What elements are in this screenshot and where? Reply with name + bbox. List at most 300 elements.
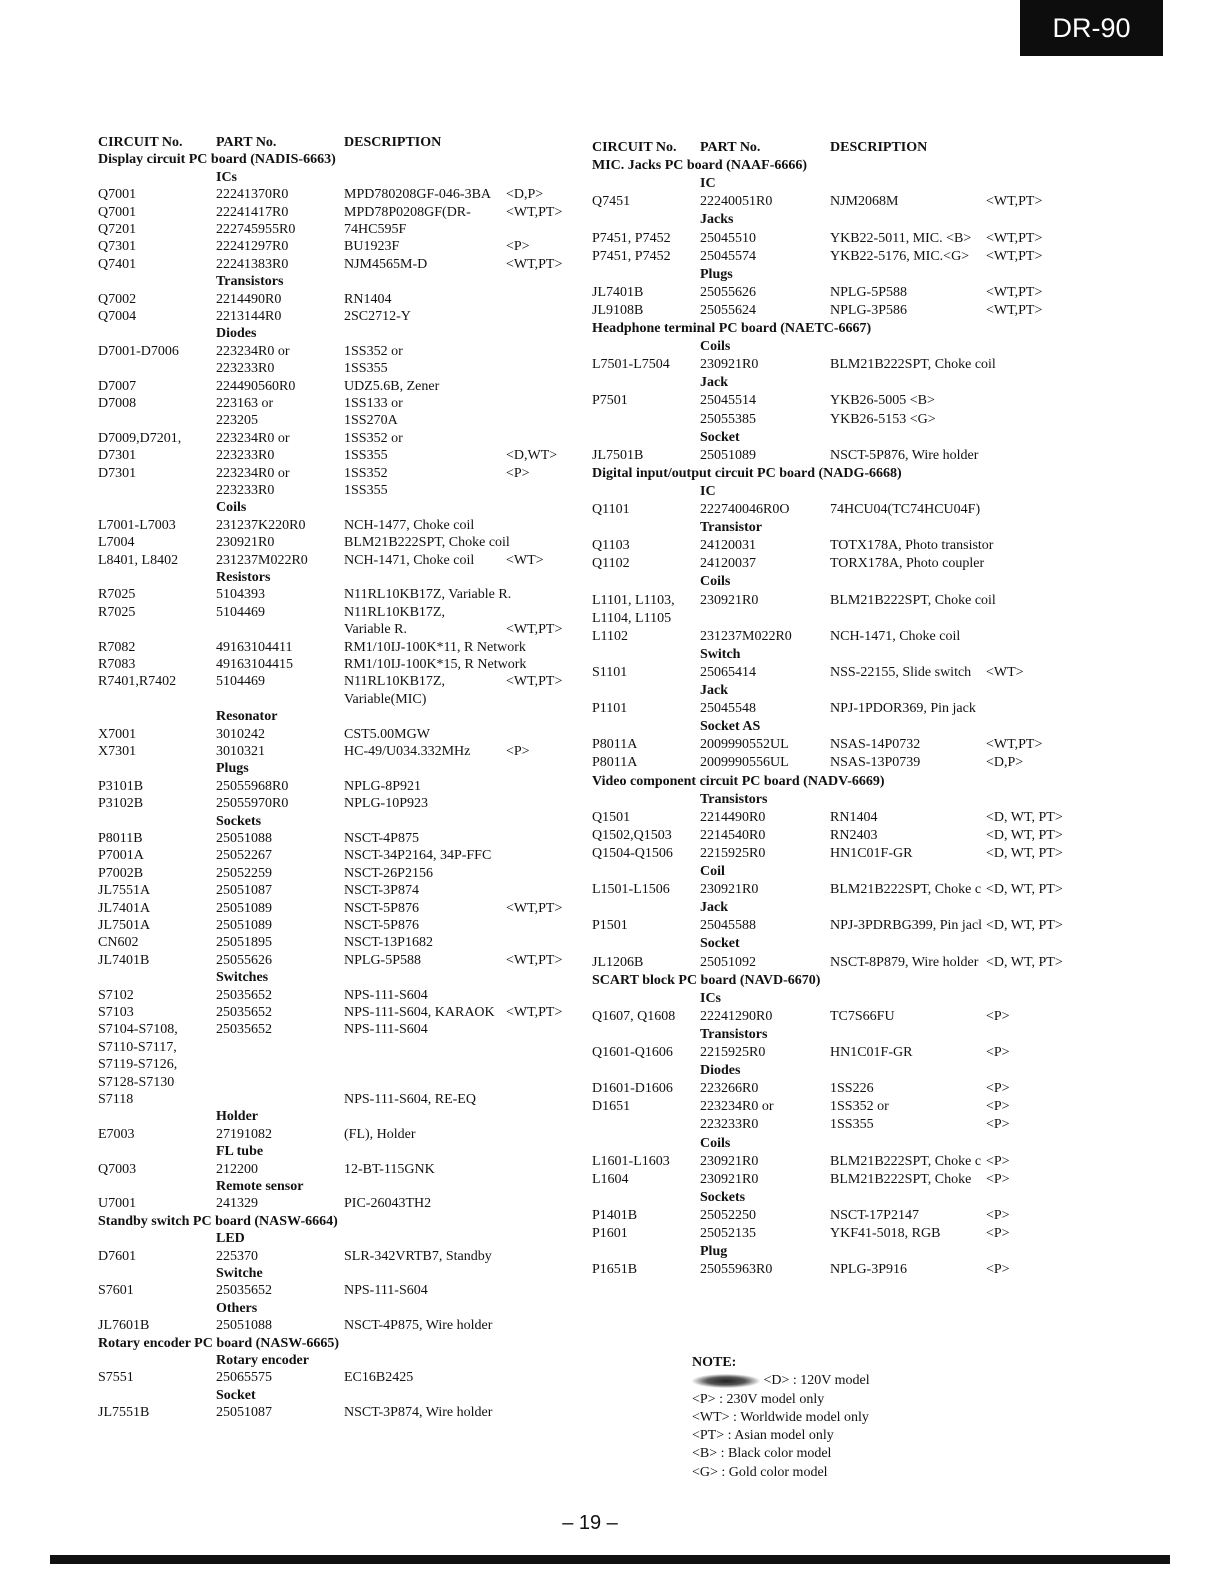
description: NPLG-10P923: [344, 796, 429, 812]
model-badge: DR-90: [1020, 0, 1163, 56]
note-line: <D> : 120V model: [692, 1372, 870, 1390]
circuit-no: S7110-S7117,: [98, 1039, 177, 1055]
description: BLM21B222SPT, Choke c: [830, 1153, 982, 1169]
group-title: Plug: [700, 1244, 728, 1260]
description: YKB22-5176, MIC.<G>: [830, 248, 970, 264]
circuit-no-header: CIRCUIT No.: [98, 135, 183, 150]
part-no: 223234R0 or: [216, 343, 290, 359]
part-no: 25051089: [700, 447, 756, 463]
circuit-no: U7001: [98, 1196, 137, 1212]
part-no: 230921R0: [700, 592, 759, 608]
part-no: 230921R0: [700, 1171, 759, 1187]
part-no: 230921R0: [700, 357, 759, 373]
description: PIC-26043TH2: [344, 1196, 432, 1212]
left-parts-column: [90, 134, 580, 1484]
part-no: 231237M022R0: [700, 628, 792, 644]
part-no: 2213144R0: [216, 309, 282, 324]
group-title: Socket: [700, 429, 740, 445]
description: NSCT-34P2164, 34P-FFC: [344, 848, 492, 864]
description: YKB22-5011, MIC. <B>: [830, 230, 972, 246]
circuit-no: Q7401: [98, 256, 137, 272]
part-no: 5104393: [216, 587, 265, 603]
part-no: 223205: [216, 413, 258, 429]
description: NCH-1477, Choke coil: [344, 517, 475, 533]
part-no: 24120031: [700, 538, 756, 554]
description: NCH-1471, Choke coil: [830, 628, 961, 644]
circuit-no: L1501-L1506: [592, 882, 670, 898]
circuit-no: P3102B: [98, 796, 144, 812]
circuit-no: CN602: [98, 935, 139, 951]
part-no: 25055626: [700, 284, 756, 300]
circuit-no: Q1101: [592, 502, 630, 517]
description: 74HC595F: [344, 222, 407, 237]
group-title: Switch: [700, 646, 741, 662]
model-code: <WT,PT>: [986, 737, 1043, 753]
description: 1SS352: [344, 465, 388, 481]
circuit-no: S7104-S7108,: [98, 1022, 178, 1038]
part-no-header: PART No.: [216, 135, 277, 150]
part-no: 225370: [216, 1248, 258, 1264]
circuit-no: L1102: [592, 628, 629, 644]
circuit-no: JL7401B: [98, 952, 150, 968]
circuit-no: Q1504-Q1506: [592, 845, 673, 861]
description: EC16B2425: [344, 1370, 414, 1386]
description: UDZ5.6B, Zener: [344, 378, 440, 394]
circuit-no: JL9108B: [592, 302, 644, 318]
description: 1SS355: [344, 448, 388, 464]
group-title: Transistor: [700, 520, 762, 536]
group-title: Socket: [700, 936, 740, 952]
circuit-no: Q7451: [592, 194, 631, 210]
model-code: <WT,PT>: [506, 256, 563, 272]
model-code: <WT,PT>: [506, 1005, 563, 1020]
circuit-no: P1651B: [592, 1262, 638, 1278]
note-line: <B> : Black color model: [692, 1446, 832, 1462]
description: NPS-111-S604, KARAOK: [344, 1005, 495, 1020]
circuit-no: D1601-D1606: [592, 1081, 673, 1097]
model-code: <WT,PT>: [986, 194, 1043, 210]
description: YKB26-5005 <B>: [830, 393, 935, 409]
part-no: 223234R0 or: [216, 430, 290, 446]
section-title: SCART block PC board (NAVD-6670): [592, 972, 821, 988]
group-title: Coils: [700, 574, 731, 590]
part-no: 25065414: [700, 664, 756, 680]
description: 2SC2712-Y: [344, 309, 411, 324]
part-no: 22241383R0: [216, 256, 289, 272]
group-title: Switches: [216, 970, 269, 986]
description: RN1404: [344, 291, 392, 307]
group-title: Others: [216, 1300, 258, 1316]
group-title: Transistors: [700, 791, 768, 807]
part-no: 25052267: [216, 848, 272, 864]
circuit-no: JL7551A: [98, 883, 151, 899]
part-no: 25051087: [216, 883, 272, 899]
part-no: 2215925R0: [700, 1045, 766, 1060]
circuit-no: L1104, L1105: [592, 610, 672, 626]
part-no: 25051895: [216, 935, 272, 951]
ink-smudge: [692, 1374, 760, 1388]
description: 1SS355: [830, 1117, 874, 1133]
circuit-no: P7001A: [98, 848, 144, 864]
description: 1SS355: [344, 361, 388, 377]
circuit-no: Q7001: [98, 204, 137, 220]
part-no: 223234R0 or: [700, 1099, 774, 1115]
part-no: 25045510: [700, 230, 756, 246]
part-no: 25055385: [700, 411, 756, 427]
circuit-no: D7301: [98, 448, 137, 464]
group-title: Jack: [700, 683, 728, 698]
circuit-no: P7002B: [98, 865, 144, 881]
circuit-no: L8401, L8402: [98, 552, 179, 568]
part-no: 25055624: [700, 302, 756, 318]
part-no: 2009990556UL: [700, 755, 789, 771]
circuit-no: JL7401B: [592, 284, 644, 300]
description: NPJ-1PDOR369, Pin jack: [830, 701, 976, 717]
description: NSCT-17P2147: [830, 1207, 919, 1223]
note-line: <WT> : Worldwide model only: [692, 1409, 869, 1425]
circuit-no: JL1206B: [592, 954, 644, 970]
group-title: Resonator: [216, 709, 278, 725]
description: NPS-111-S604: [344, 1283, 428, 1299]
model-code: <WT>: [986, 664, 1024, 680]
description: Variable R.: [344, 622, 407, 638]
circuit-no: P8011B: [98, 831, 143, 846]
circuit-no: E7003: [98, 1126, 135, 1142]
group-title: Transistors: [700, 1026, 768, 1042]
description: NPLG-5P588: [830, 284, 908, 300]
model-code: <WT,PT>: [986, 248, 1043, 264]
model-code: <WT,PT>: [506, 900, 563, 916]
model-code: <P>: [986, 1008, 1010, 1024]
description: BLM21B222SPT, Choke c: [830, 882, 982, 898]
part-no: 2214490R0: [700, 809, 766, 825]
description: NSCT-5P876, Wire holder: [830, 447, 979, 463]
part-no: 25035652: [216, 1005, 272, 1020]
circuit-no: P1401B: [592, 1207, 638, 1223]
circuit-no: Q7001: [98, 187, 137, 203]
part-no: 230921R0: [700, 1153, 759, 1169]
part-no: 25045588: [700, 918, 756, 934]
circuit-no: Q7003: [98, 1161, 137, 1177]
part-no: 25065575: [216, 1370, 272, 1386]
part-no: 223233R0: [700, 1117, 759, 1133]
circuit-no: R7083: [98, 657, 136, 672]
model-code: <D, WT, PT>: [986, 827, 1063, 843]
description: CST5.00MGW: [344, 726, 430, 742]
description: NSCT-5P876: [344, 900, 419, 916]
circuit-no: D7001-D7006: [98, 343, 179, 359]
description: N11RL10KB17Z,: [344, 674, 445, 690]
model-code: <WT,PT>: [986, 230, 1043, 246]
part-no: 230921R0: [700, 882, 759, 898]
description: NSCT-13P1682: [344, 935, 433, 951]
circuit-no: R7401,R7402: [98, 674, 177, 690]
part-no: 25051092: [700, 954, 756, 970]
note-line: <G> : Gold color model: [692, 1464, 828, 1480]
part-no: 222740046R0O: [700, 502, 790, 517]
group-title: Coils: [700, 339, 731, 355]
part-no: 223163 or: [216, 396, 274, 411]
section-title: Display circuit PC board (NADIS-6663): [98, 152, 336, 168]
note-title: NOTE:: [692, 1355, 737, 1370]
circuit-no: Q1502,Q1503: [592, 827, 672, 843]
description: RN2403: [830, 827, 878, 843]
part-no: 25055963R0: [700, 1262, 773, 1278]
circuit-no: L1101, L1103,: [592, 592, 675, 608]
description: NSCT-3P874: [344, 883, 419, 899]
description: NSAS-14P0732: [830, 737, 921, 753]
description: 1SS352 or: [344, 343, 403, 359]
description: BLM21B222SPT, Choke coil: [344, 535, 510, 551]
circuit-no: Q1607, Q1608: [592, 1008, 676, 1024]
group-title: Jacks: [700, 212, 734, 228]
part-no: 2215925R0: [700, 845, 766, 861]
description: NPLG-8P921: [344, 778, 422, 794]
right-parts-column: [584, 139, 1084, 1339]
model-code: <D, WT, PT>: [986, 954, 1063, 970]
circuit-no: P3101B: [98, 778, 144, 794]
group-title: ICs: [700, 990, 722, 1006]
description: 1SS270A: [344, 413, 398, 429]
model-code: <P>: [986, 1226, 1010, 1241]
part-no: 2214540R0: [700, 827, 766, 843]
description: NPLG-3P586: [830, 302, 908, 318]
model-code: <WT,PT>: [506, 622, 563, 638]
description: NPLG-5P588: [344, 952, 422, 968]
part-no: 25052135: [700, 1226, 756, 1241]
section-title: Video component circuit PC board (NADV-6669): [592, 773, 885, 789]
part-no: 27191082: [216, 1126, 272, 1142]
note-line: <P> : 230V model only: [692, 1391, 825, 1407]
model-code: <P>: [986, 1045, 1010, 1060]
description: BLM21B222SPT, Choke coil: [830, 357, 996, 373]
description: HN1C01F-GR: [830, 1045, 913, 1060]
group-title: Resistors: [216, 570, 271, 585]
circuit-no: L7501-L7504: [592, 357, 670, 373]
description: BLM21B222SPT, Choke coil: [830, 592, 996, 608]
group-title: Transistors: [216, 274, 284, 290]
description: HC-49/U034.332MHz: [344, 744, 471, 759]
group-title: Coils: [700, 1135, 731, 1151]
description: BLM21B222SPT, Choke: [830, 1171, 972, 1187]
circuit-no: R7082: [98, 639, 136, 655]
circuit-no: D7009,D7201,: [98, 430, 182, 446]
part-no: 5104469: [216, 604, 265, 620]
model-code: <D, WT, PT>: [986, 918, 1063, 934]
circuit-no: JL7551B: [98, 1405, 150, 1421]
circuit-no: X7001: [98, 726, 137, 742]
group-title: Sockets: [700, 1189, 746, 1205]
description: YKB26-5153 <G>: [830, 411, 936, 427]
model-code: <WT,PT>: [986, 302, 1043, 318]
description: HN1C01F-GR: [830, 845, 913, 861]
description: TORX178A, Photo coupler: [830, 556, 985, 572]
description: N11RL10KB17Z,: [344, 604, 445, 620]
group-title: FL tube: [216, 1144, 264, 1160]
description: NSCT-4P875, Wire holder: [344, 1318, 493, 1334]
circuit-no: R7025: [98, 604, 136, 620]
circuit-no: S7119-S7126,: [98, 1057, 178, 1073]
model-code: <P>: [986, 1262, 1010, 1278]
part-no: 25045574: [700, 248, 756, 264]
circuit-no: L1601-L1603: [592, 1153, 670, 1169]
model-code: <D,P>: [506, 187, 544, 203]
part-no: 25055626: [216, 952, 272, 968]
description: NPLG-3P916: [830, 1262, 908, 1278]
circuit-no: L7004: [98, 535, 135, 551]
part-no: 5104469: [216, 674, 265, 690]
model-code: <WT,PT>: [986, 284, 1043, 300]
group-title: Diodes: [216, 326, 257, 342]
circuit-no: D7301: [98, 465, 137, 481]
description: RM1/10IJ-100K*15, R Network: [344, 657, 527, 672]
group-title: ICs: [216, 169, 238, 185]
group-title: Sockets: [216, 813, 262, 829]
part-no: 224490560R0: [216, 378, 296, 394]
description: NPS-111-S604: [344, 987, 428, 1003]
part-no: 22241417R0: [216, 204, 289, 220]
group-title: Socket AS: [700, 719, 761, 735]
description: MPD780208GF-046-3BA: [344, 187, 492, 203]
description: 1SS352 or: [344, 430, 403, 446]
section-title: MIC. Jacks PC board (NAAF-6666): [592, 158, 808, 174]
circuit-no: S7102: [98, 987, 134, 1003]
circuit-no: S7118: [98, 1092, 134, 1107]
circuit-no: Q7004: [98, 309, 137, 324]
group-title: Coils: [216, 500, 247, 516]
model-code: <D,P>: [986, 755, 1024, 771]
part-no: 25052250: [700, 1207, 756, 1223]
part-no: 22240051R0: [700, 194, 773, 210]
circuit-no: Q1103: [592, 538, 630, 554]
page-number: – 19 –: [562, 1512, 618, 1534]
section-title: Standby switch PC board (NASW-6664): [98, 1213, 338, 1229]
circuit-no: JL7501A: [98, 918, 151, 933]
description: NSS-22155, Slide switch: [830, 664, 972, 680]
part-no: 25051088: [216, 1318, 272, 1334]
group-title: Remote sensor: [216, 1179, 304, 1194]
part-no: 25035652: [216, 1283, 272, 1299]
model-code: <D, WT, PT>: [986, 845, 1063, 861]
circuit-no: S7103: [98, 1005, 134, 1020]
group-title: Socket: [216, 1387, 256, 1403]
model-code: <P>: [986, 1081, 1010, 1097]
group-title: Diodes: [700, 1063, 741, 1079]
description: Variable(MIC): [344, 691, 427, 707]
model-code: <P>: [986, 1117, 1010, 1133]
part-no: 25051089: [216, 918, 272, 933]
description: 1SS226: [830, 1081, 874, 1097]
circuit-no: S7551: [98, 1370, 134, 1386]
description: SLR-342VRTB7, Standby: [344, 1248, 492, 1264]
circuit-no: P1101: [592, 701, 628, 717]
part-no: 25055970R0: [216, 796, 289, 812]
description: NPS-111-S604, RE-EQ: [344, 1092, 476, 1107]
part-no: 223266R0: [700, 1081, 759, 1097]
model-code: <P>: [986, 1207, 1010, 1223]
group-title: Jack: [700, 375, 728, 391]
group-title: Rotary encoder: [216, 1353, 309, 1368]
circuit-no: D1651: [592, 1099, 631, 1115]
description: 74HCU04(TC74HCU04F): [830, 502, 981, 517]
model-code: <P>: [986, 1153, 1010, 1169]
group-title: IC: [700, 483, 716, 499]
description: (FL), Holder: [344, 1126, 416, 1142]
circuit-no: D7008: [98, 396, 137, 411]
description: 1SS133 or: [344, 396, 403, 411]
circuit-no: L1604: [592, 1171, 629, 1187]
description: NPJ-3PDRBG399, Pin jacl: [830, 918, 983, 934]
description-header: DESCRIPTION: [830, 140, 928, 155]
description: MPD78P0208GF(DR-: [344, 204, 471, 220]
part-no: 25051089: [216, 900, 272, 916]
circuit-no: S7128-S7130: [98, 1074, 175, 1090]
group-title: Holder: [216, 1109, 258, 1125]
part-no: 3010321: [216, 744, 265, 759]
circuit-no: S1101: [592, 664, 628, 680]
part-no: 25045548: [700, 701, 756, 717]
circuit-no: D7007: [98, 378, 137, 394]
description: NSCT-3P874, Wire holder: [344, 1405, 493, 1421]
description: NSAS-13P0739: [830, 755, 921, 771]
part-no: 25055968R0: [216, 778, 289, 794]
part-no: 2214490R0: [216, 291, 282, 307]
group-title: Plugs: [700, 266, 733, 282]
circuit-no: Q1601-Q1606: [592, 1045, 673, 1060]
circuit-no: X7301: [98, 744, 137, 759]
part-no: 231237K220R0: [216, 517, 306, 533]
section-title: Digital input/output circuit PC board (NADG-6668): [592, 465, 902, 481]
model-code: <P>: [506, 239, 530, 255]
circuit-no: P8011A: [592, 755, 638, 771]
circuit-no: Q1102: [592, 556, 630, 572]
circuit-no: Q7301: [98, 239, 137, 255]
circuit-no: P1501: [592, 918, 628, 934]
part-no: 222745955R0: [216, 222, 296, 237]
part-no: 49163104411: [216, 639, 293, 655]
description: RM1/10IJ-100K*11, R Network: [344, 639, 526, 655]
description: TC7S66FU: [830, 1008, 895, 1024]
part-no: 22241290R0: [700, 1008, 773, 1024]
part-no: 241329: [216, 1196, 258, 1212]
bottom-rule: [50, 1555, 1170, 1564]
part-no: 230921R0: [216, 535, 275, 551]
description: NSCT-8P879, Wire holder: [830, 954, 979, 970]
group-title: Coil: [700, 864, 725, 879]
description: YKF41-5018, RGB: [830, 1226, 941, 1241]
description: NJM2068M: [830, 194, 899, 210]
description: 1SS355: [344, 483, 388, 498]
group-title: IC: [700, 176, 716, 192]
circuit-no: P7501: [592, 393, 628, 409]
circuit-no: P7451, P7452: [592, 230, 671, 246]
model-code: <P>: [986, 1099, 1010, 1115]
part-no: 2009990552UL: [700, 737, 789, 753]
part-no: 22241297R0: [216, 239, 289, 255]
circuit-no: L7001-L7003: [98, 517, 176, 533]
part-no: 223233R0: [216, 483, 275, 498]
description: 1SS352 or: [830, 1099, 889, 1115]
part-no: 25045514: [700, 393, 756, 409]
description: N11RL10KB17Z, Variable R.: [344, 587, 512, 603]
part-no-header: PART No.: [700, 140, 761, 155]
circuit-no: R7025: [98, 587, 136, 603]
part-no: 25035652: [216, 987, 272, 1003]
description: NSCT-5P876: [344, 918, 419, 933]
group-title: Jack: [700, 900, 728, 916]
circuit-no: JL7501B: [592, 447, 644, 463]
part-no: 25035652: [216, 1022, 272, 1038]
